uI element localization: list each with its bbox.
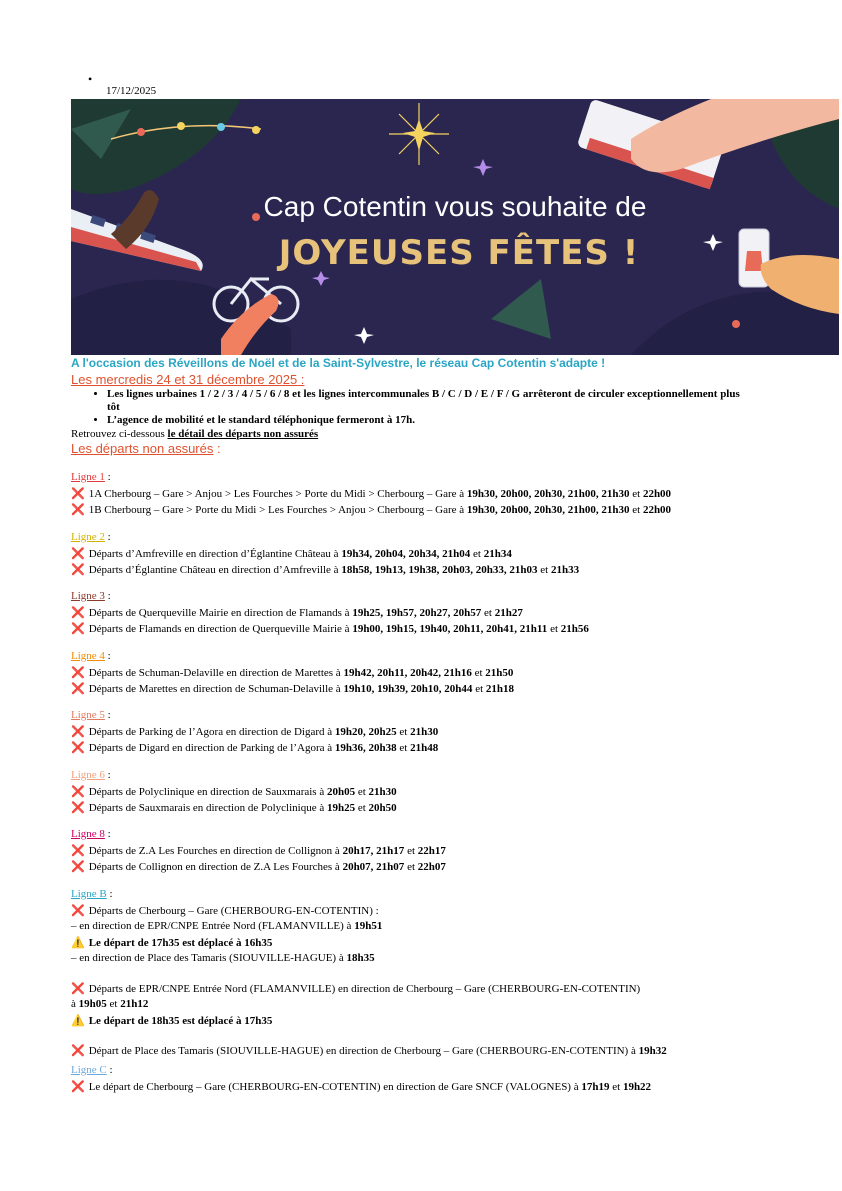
cross-icon: ❌ [71,784,85,798]
cross-icon: ❌ [71,486,85,500]
line-title-3: Ligne 3 [71,590,105,602]
line-title-5: Ligne 5 [71,709,105,721]
cross-icon: ❌ [71,605,85,619]
cross-icon: ❌ [71,546,85,560]
list-item: – en direction de Place des Tamaris (SIOUVILLE-HAGUE) à 18h35 [71,952,375,964]
details-intro: Retrouvez ci-dessous le détail des départs non assurés [71,428,319,440]
cross-icon: ❌ [71,1079,85,1093]
list-item: ❌ Départs de Cherbourg – Gare (CHERBOURG-EN-COTENTIN) : [71,903,379,917]
list-item: ❌ Départs de Flamands en direction de Querqueville Mairie à 19h00, 19h15, 19h40, 20h11, 20h41, 21h11 et 21h56 [71,622,589,635]
dates-heading: Les mercredis 24 et 31 décembre 2025 : [71,372,305,387]
list-item: ❌ Départs de Digard en direction de Parking de l’Agora à 19h36, 20h38 et 21h48 [71,741,439,754]
banner-illustration [71,99,839,355]
notes-list [71,388,747,427]
list-item: ❌ Départs de Marettes en direction de Schuman-Delaville à 19h10, 19h39, 20h10, 20h44 et 21h18 [71,682,515,695]
section-ligne-b: Ligne B : ❌ Départs de Cherbourg – Gare (CHERBOURG-EN-COTENTIN) : – en direction de EPR/CNPE Entrée Nord (FLAMANVILLE) à 19h51 ⚠️ Le départ de 17h35 est déplacé à 16h35 – en direction de Place des Tamaris (SIOUVILLE-HAGUE) à 18h35 ❌ Départs de EPR/CNPE Entrée Nord (FLAMANVILLE) en direction de Cherbourg – Gare (CHERBOURG-EN-COTENTIN) à 19h05 et 21h12 ⚠️ Le départ de 18h35 est déplacé à 17h35 ❌ Départ de Place des Tamaris (SIOUVILLE-HAGUE) en direction de Cherbourg – Gare (CHERBOURG-EN-COTENTIN) à 19h32 [71,887,831,1060]
list-item: ❌ Départs de EPR/CNPE Entrée Nord (FLAMANVILLE) en direction de Cherbourg – Gare (CHERBOURG-EN-COTENTIN) [71,981,641,995]
cross-icon: ❌ [71,724,85,738]
list-item: – en direction de EPR/CNPE Entrée Nord (FLAMANVILLE) à 19h51 [71,920,383,932]
list-item: ❌ Départs de Z.A Les Fourches en direction de Collignon à 20h17, 21h17 et 22h17 [71,843,446,857]
details-link: le détail des départs non assurés [167,428,319,440]
cross-icon: ❌ [71,860,85,873]
cross-icon: ❌ [71,843,85,857]
cross-icon: ❌ [71,741,85,754]
list-item: ❌ 1B Cherbourg – Gare > Porte du Midi > Les Fourches > Anjou > Cherbourg – Gare à 19h30, 20h00, 20h30, 21h00, 21h30 et 22h00 [71,503,672,516]
section-ligne-8: Ligne 8 : ❌ Départs de Z.A Les Fourches en direction de Collignon à 20h17, 21h17 et 22h17 ❌ Départs de Collignon en direction de Z.A Les Fourches à 20h07, 21h07 et 22h07 [71,827,831,876]
cross-icon: ❌ [71,622,85,635]
line-title-c: Ligne C [71,1064,107,1076]
list-item: ⚠️ Le départ de 18h35 est déplacé à 17h35 [71,1013,273,1027]
bullet-point: • [88,72,93,86]
list-item: ❌ Départs de Schuman-Delaville en direction de Marettes à 19h42, 20h11, 20h42, 21h16 et 21h50 [71,665,514,679]
list-item: ⚠️ Le départ de 17h35 est déplacé à 16h35 [71,935,273,949]
section-ligne-4: Ligne 4 : ❌ Départs de Schuman-Delaville en direction de Marettes à 19h42, 20h11, 20h42, 21h16 et 21h50 ❌ Départs de Marettes en direction de Schuman-Delaville à 19h10, 19h39, 20h10, 20h44 et 21h18 [71,649,831,698]
cross-icon: ❌ [71,665,85,679]
cross-icon: ❌ [71,1044,85,1057]
cross-icon: ❌ [71,682,85,695]
line-title-8: Ligne 8 [71,828,105,840]
note-agency-close: • L’agence de mobilité et le standard téléphonique fermeront à 17h. [107,414,747,427]
list-item: ❌ Départs de Parking de l’Agora en direction de Digard à 19h20, 20h25 et 21h30 [71,724,439,738]
list-item: ❌ Départs de Sauxmarais en direction de Polyclinique à 19h25 et 20h50 [71,801,397,814]
section-ligne-5: Ligne 5 : ❌ Départs de Parking de l’Agora en direction de Digard à 19h20, 20h25 et 21h30 ❌ Départs de Digard en direction de Parking de l’Agora à 19h36, 20h38 et 21h48 [71,708,831,757]
list-item: à 19h05 et 21h12 [71,998,149,1010]
intro-text: A l'occasion des Réveillons de Noël et de la Saint-Sylvestre, le réseau Cap Cotentin s'adapte ! [71,356,606,370]
cross-icon: ❌ [71,563,85,576]
cross-icon: ❌ [71,981,85,995]
cross-icon: ❌ [71,801,85,814]
list-item: ❌ Le départ de Cherbourg – Gare (CHERBOURG-EN-COTENTIN) en direction de Gare SNCF (VALOGNES) à 17h19 et 19h22 [71,1079,652,1093]
line-title-2: Ligne 2 [71,531,105,543]
section-ligne-c: Ligne C : ❌ Le départ de Cherbourg – Gare (CHERBOURG-EN-COTENTIN) en direction de Gare SNCF (VALOGNES) à 17h19 et 19h22 [71,1063,831,1095]
section-ligne-6: Ligne 6 : ❌ Départs de Polyclinique en direction de Sauxmarais à 20h05 et 21h30 ❌ Départs de Sauxmarais en direction de Polyclinique à 19h25 et 20h50 [71,768,831,817]
publication-date: 17/12/2025 [106,85,157,97]
list-item: ❌ Départs d’Amfreville en direction d’Églantine Château à 19h34, 20h04, 20h34, 21h04 et 21h34 [71,546,512,560]
cross-icon: ❌ [71,903,85,917]
line-title-1: Ligne 1 [71,471,105,483]
banner-line2: JOYEUSES FÊTES ! [278,233,640,273]
list-item: ❌ Départs de Querqueville Mairie en direction de Flamands à 19h25, 19h57, 20h27, 20h57 et 21h27 [71,605,523,619]
cross-icon: ❌ [71,503,85,516]
line-title-b: Ligne B [71,888,107,900]
section-ligne-3: Ligne 3 : ❌ Départs de Querqueville Mairie en direction de Flamands à 19h25, 19h57, 20h27, 20h57 et 21h27 ❌ Départs de Flamands en direction de Querqueville Mairie à 19h00, 19h15, 19h40, 20h11, 20h41, 21h11 et 21h56 [71,589,831,638]
list-item: ❌ Départs de Polyclinique en direction de Sauxmarais à 20h05 et 21h30 [71,784,397,798]
list-item: ❌ 1A Cherbourg – Gare > Anjou > Les Fourches > Porte du Midi > Cherbourg – Gare à 19h30, 20h00, 20h30, 21h00, 21h30 et 22h00 [71,486,672,500]
note-lines-stop: • Les lignes urbaines 1 / 2 / 3 / 4 / 5 / 6 / 8 et les lignes intercommunales B / C / D / E / F / G arrêteront de circuler exceptionnellement plus tôt [107,388,747,414]
list-item: ❌ Départ de Place des Tamaris (SIOUVILLE-HAGUE) en direction de Cherbourg – Gare (CHERBOURG-EN-COTENTIN) à 19h32 [71,1044,667,1057]
holiday-banner [71,99,839,355]
line-title-4: Ligne 4 [71,650,105,662]
list-item: ❌ Départs de Collignon en direction de Z.A Les Fourches à 20h07, 21h07 et 22h07 [71,860,446,873]
list-item: ❌ Départs d’Églantine Château en direction d’Amfreville à 18h58, 19h13, 19h38, 20h03, 20h33, 21h03 et 21h33 [71,563,580,576]
banner-line1: Cap Cotentin vous souhaite de [263,191,647,222]
warning-icon: ⚠️ [71,935,85,949]
section-ligne-2: Ligne 2 : ❌ Départs d’Amfreville en direction d’Églantine Château à 19h34, 20h04, 20h34, 21h04 et 21h34 ❌ Départs d’Églantine Château en direction d’Amfreville à 18h58, 19h13, 19h38, 20h03, 20h33, 21h03 et 21h33 [71,530,831,579]
departs-heading: Les départs non assurés : [71,441,221,456]
line-title-6: Ligne 6 [71,769,105,781]
warning-icon: ⚠️ [71,1013,85,1027]
section-ligne-1: Ligne 1 : ❌ 1A Cherbourg – Gare > Anjou > Les Fourches > Porte du Midi > Cherbourg – Gare à 19h30, 20h00, 20h30, 21h00, 21h30 et 22h00 ❌ 1B Cherbourg – Gare > Porte du Midi > Les Fourches > Anjou > Cherbourg – Gare à 19h30, 20h00, 20h30, 21h00, 21h30 et 22h00 [71,470,831,519]
